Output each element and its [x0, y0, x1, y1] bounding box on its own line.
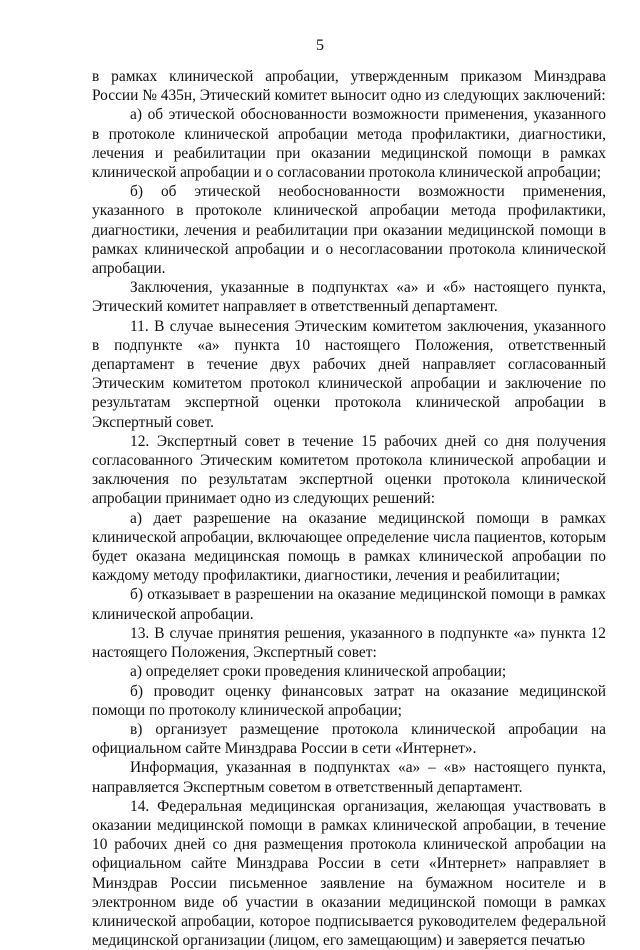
paragraph-item-10b: б) об этической необоснованности возможности применения, указанного в протоколе клинической апробации метода профилактики, диагностики, лечения и реабилитации при оказании медицинской помощи в рамках клинической апробации и о несогласовании протокола клинической апробации.: [92, 183, 606, 278]
paragraph-item-13a: а) определяет сроки проведения клинической апробации;: [130, 663, 507, 681]
paragraph-clause-14: 14. Федеральная медицинская организация, желающая участвовать в оказании медицинской помощи в рамках клинической апробации, в течение 10 рабочих дней со дня размещения протокола клинической апробации на официальном сайте Минздрава России в сети «Интернет» направляет в Минздрав России письменное заявление на бумажном носителе и в электронном виде об участии в оказании медицинской помощи в рамках клинической апробации, которое подписывается руководителем федеральной медицинской организации (лицом, его замещающим) и заверяется печатью: [92, 797, 606, 950]
paragraph-conclusions: Заключения, указанные в подпунктах «а» и «б» настоящего пункта, Этический комитет направляет в ответственный департамент.: [92, 279, 606, 316]
page-number: 5: [316, 37, 324, 54]
paragraph-item-13c: в) организует размещение протокола клинической апробации на официальном сайте Минздрава России в сети «Интернет».: [92, 720, 606, 758]
paragraph-clause-11: 11. В случае вынесения Этическим комитетом заключения, указанного в подпункте «а» пункта 10 настоящего Положения, ответственный департамент в течение двух рабочих дней направляет согласованный Этическим комитетом протокол клинической апробации и заключение по результатам экспертной оценки протокола клинической апробации в Экспертный совет.: [92, 317, 606, 431]
paragraph-item-10a: а) об этической обоснованности возможности применения, указанного в протоколе клинической апробации метода профилактики, диагностики, лечения и реабилитации при оказании медицинской помощи в рамках клинической апробации и о согласовании протокола клинической апробации;: [92, 106, 606, 182]
paragraph-continuation: в рамках клинической апробации, утвержденным приказом Минздрава России № 435н, Этический комитет выносит одно из следующих заключений:: [92, 68, 606, 105]
paragraph-item-12a: а) дает разрешение на оказание медицинской помощи в рамках клинической апробации, включающее определение числа пациентов, которым будет оказана медицинская помощь в рамках клинической апробации по каждому методу профилактики, диагностики, лечения и реабилитации;: [92, 509, 606, 585]
paragraph-information: Информация, указанная в подпунктах «а» – «в» настоящего пункта, направляется Экспертным советом в ответственный департамент.: [92, 759, 606, 796]
paragraph-item-12b: б) отказывает в разрешении на оказание медицинской помощи в рамках клинической апробации.: [92, 586, 606, 623]
paragraph-clause-13: 13. В случае принятия решения, указанного в подпункте «а» пункта 12 настоящего Положения, Экспертный совет:: [92, 624, 606, 662]
document-body: [92, 67, 606, 950]
paragraph-clause-12: 12. Экспертный совет в течение 15 рабочих дней со дня получения согласованного Этическим комитетом протокола клинической апробации и заключения по результатам экспертной оценки протокола клинической апробации принимает одно из следующих решений:: [92, 432, 606, 508]
paragraph-item-13b: б) проводит оценку финансовых затрат на оказание медицинской помощи по протоколу клинической апробации;: [92, 682, 606, 719]
